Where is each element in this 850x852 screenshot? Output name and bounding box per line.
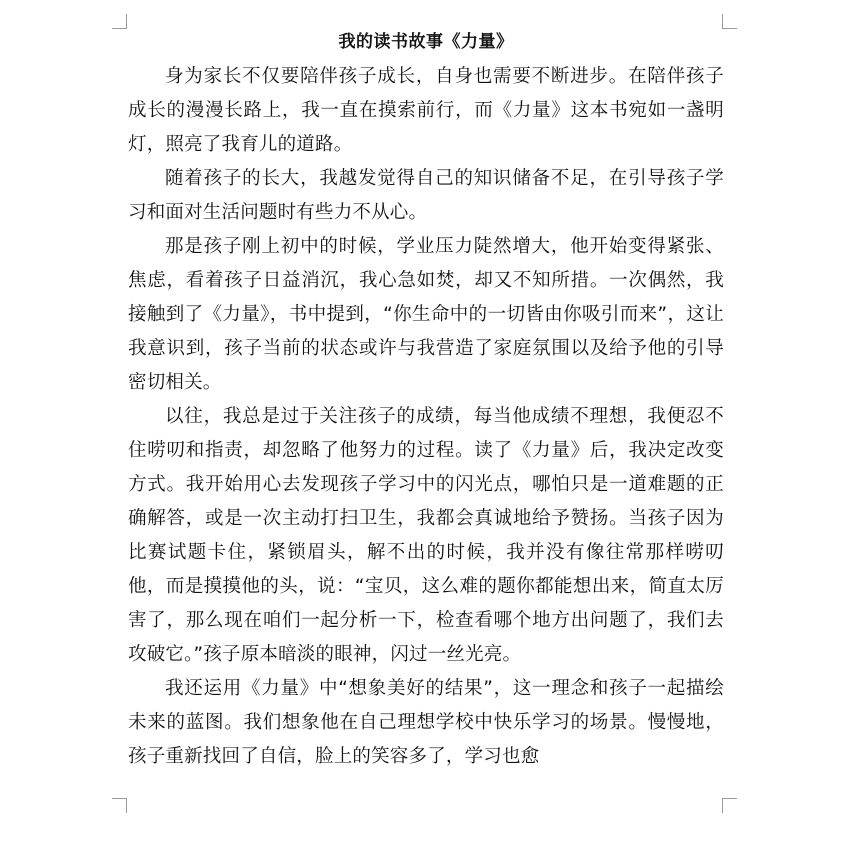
paragraph-3: 那是孩子刚上初中的时候，学业压力陡然增大，他开始变得紧张、焦虑，看着孩子日益消沉，我心急如焚，却又不知所措。一次偶然，我接触到了《力量》，书中提到，“你生命中的一切皆由你吸引而来”，这让我意识到，孩子当前的状态或许与我营造了家庭氛围以及给予他的引导密切相关。 bbox=[128, 236, 724, 393]
document-page bbox=[128, 30, 724, 774]
document-title: 我的读书故事《力量》 bbox=[338, 32, 514, 52]
paragraph-2: 随着孩子的长大，我越发觉得自己的知识储备不足，在引导孩子学习和面对生活问题时有些力不从心。 bbox=[128, 168, 724, 223]
paragraph-5: 我还运用《力量》中“想象美好的结果”，这一理念和孩子一起描绘未来的蓝图。我们想象他在自己理想学校中快乐学习的场景。慢慢地，孩子重新找回了自信，脸上的笑容多了，学习也愈 bbox=[128, 678, 724, 767]
crop-mark-top-right bbox=[722, 14, 737, 29]
crop-mark-bottom-right bbox=[722, 798, 737, 813]
paragraph-4: 以往，我总是过于关注孩子的成绩，每当他成绩不理想，我便忍不住唠叨和指责，却忽略了他努力的过程。读了《力量》后，我决定改变方式。我开始用心去发现孩子学习中的闪光点，哪怕只是一道难题的正确解答，或是一次主动打扫卫生，我都会真诚地给予赞扬。当孩子因为比赛试题卡住，紧锁眉头，解不出的时候，我并没有像往常那样唠叨他，而是摸摸他的头，说：“宝贝，这么难的题你都能想出来，简直太厉害了，那么现在咱们一起分析一下，检查看哪个地方出问题了，我们去攻破它。”孩子原本暗淡的眼神，闪过一丝光亮。 bbox=[128, 406, 724, 665]
paragraph-1: 身为家长不仅要陪伴孩子成长，自身也需要不断进步。在陪伴孩子成长的漫漫长路上，我一直在摸索前行，而《力量》这本书宛如一盏明灯，照亮了我育儿的道路。 bbox=[128, 66, 724, 155]
crop-mark-top-left bbox=[112, 14, 127, 29]
crop-mark-bottom-left bbox=[112, 798, 127, 813]
